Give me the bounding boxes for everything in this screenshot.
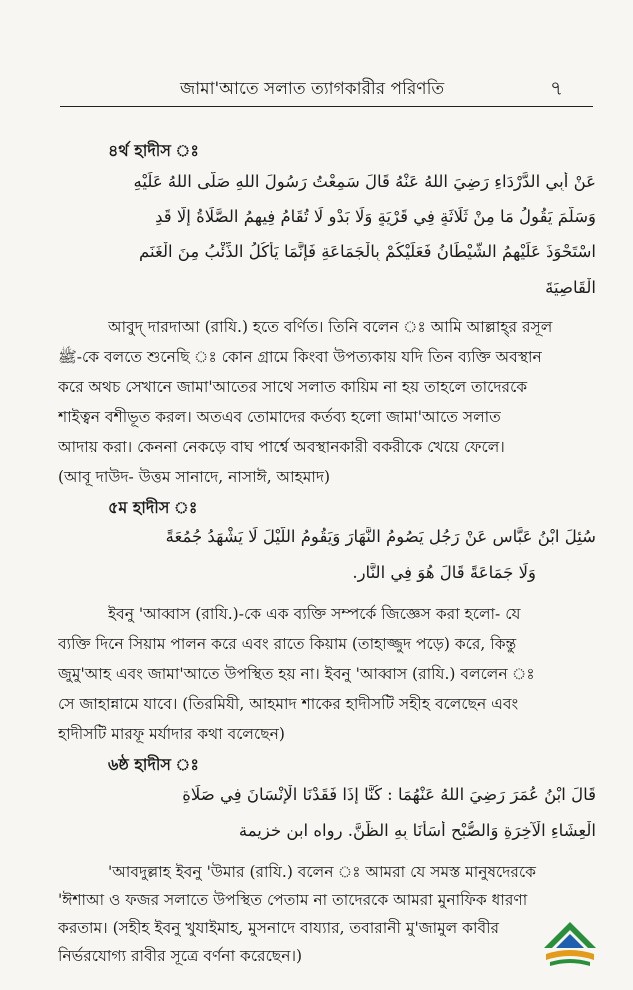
publisher-logo-icon [540,918,600,970]
header-rule [60,106,593,107]
bangla-line: ইবনু 'আব্বাস (রাযি.)-কে এক ব্যক্তি সম্পর্কে জিজ্ঞেস করা হলো- যে [108,605,521,623]
hadith-4-heading: ৪র্থ হাদীস ঃ [108,141,199,160]
bangla-line: 'ঈশাআ ও ফজর সলাতে উপস্থিত পেতাম না তাদেরকে আমরা মুনাফিক ধারণা [58,891,528,909]
arabic-line: الْقَاصِيَةَ [545,278,596,297]
logo-base-shape [550,959,590,966]
bangla-line: 'আবদুল্লাহ ইবনু 'উমার (রাযি.) বলেন ঃ আমরা যে সমস্ত মানুষদেরকে [108,863,537,881]
bangla-line: ﷺ-কে বলতে শুনেছি ঃ কোন গ্রামে কিংবা উপত্যকায় যদি তিন ব্যক্তি অবস্থান [58,348,542,366]
bangla-line: আবুদ্ দারদাআ (রাযি.) হতে বর্ণিত। তিনি বলেন ঃ আমি আল্লাহ্‌র রসূল [108,318,553,336]
arabic-line: وَلَا جَمَاعَةً قَالَ هُوَ فِي النَّارِ. [352,563,536,582]
logo-book-shape [546,950,594,960]
arabic-line: الْعِشَاءِ الْآخِرَةِ وَالصُّبْحِ أَسَأْنَا بِهِ الظَّنَّ. رواه ابن خزيمة [238,821,596,840]
citation: নির্ভরযোগ্য রাবীর সূত্রে বর্ণনা করেছেন।) [58,947,303,965]
bangla-line: আদায় করা। কেননা নেকড়ে বাঘ পার্শ্বে অবস্থানকারী বকরীকে খেয়ে ফেলে। [58,438,505,456]
arabic-line: اسْتَحْوَذَ عَلَيْهِمُ الشَّيْطَانُ فَعَلَيْكُمْ بِالْجَمَاعَةِ فَإِنَّمَا يَأْكُلُ الذِّئْبُ مِنَ الْغَنَمِ [139,242,596,261]
bangla-line: জুমু'আহ এবং জামা'আতে উপস্থিত হয় না। ইবনু 'আব্বাস (রাযি.) বললেন ঃ [58,665,535,683]
arabic-line: وَسَلَّمَ يَقُولُ مَا مِنْ ثَلَاثَةٍ فِي قَرْيَةٍ وَلَا بَدْوٍ لَا تُقَامُ فِيهِمُ الصَّلَاةُ إِلَّا قَدِ [155,207,596,226]
hadith-5-heading: ৫ম হাদীস ঃ [108,498,198,517]
bangla-line: শাইত্বন বশীভূত করল। অতএব তোমাদের কর্তব্য হলো জামা'আতে সলাত [58,408,501,426]
hadith-6-heading: ৬ষ্ঠ হাদীস ঃ [108,755,199,774]
bangla-line: করতাম। (সহীহ ইবনু খুযাইমাহ, মুসনাদে বায্যার, তবারানী মু'জামুল কাবীর [58,919,500,937]
arabic-line: عَنْ أَبِي الدَّرْدَاءِ رَضِيَ اللهُ عَنْهُ قَالَ سَمِعْتُ رَسُولَ اللهِ صَلَّى اللهُ عَلَيْهِ [133,172,596,191]
arabic-line: قَالَ ابْنُ عُمَرَ رَضِيَ اللهُ عَنْهُمَا : كُنَّا إِذَا فَقَدْنَا الْإِنْسَانَ فِي صَلَاةِ [182,785,596,804]
citation: (আবূ দাউদ- উত্তম সানাদে, নাসাঈ, আহমাদ) [58,468,331,486]
bangla-line: ব্যক্তি দিনে সিয়াম পালন করে এবং রাতে কিয়াম (তাহাজ্জুদ পড়ে) করে, কিন্তু [58,635,517,653]
arabic-line: سُئِلَ ابْنُ عَبَّاسٍ عَنْ رَجُلٍ يَصُومُ النَّهَارَ وَيَقُومُ اللَّيْلَ لَا يَشْهَدُ جُمُعَةً [165,527,596,546]
page-title: জামা'আতে সলাত ত্যাগকারীর পরিণতি [180,79,445,99]
citation: হাদীসটি মারফূ মর্যাদার কথা বলেছেন) [58,725,285,743]
page-number: ৭ [549,76,563,100]
bangla-line: সে জাহান্নামে যাবে। (তিরমিযী, আহমাদ শাকের হাদীসটি সহীহ বলেছেন এবং [58,695,519,713]
bangla-line: করে অথচ সেখানে জামা'আতের সাথে সলাত কায়িম না হয় তাহলে তাদেরকে [58,378,528,396]
page-header [60,76,583,106]
